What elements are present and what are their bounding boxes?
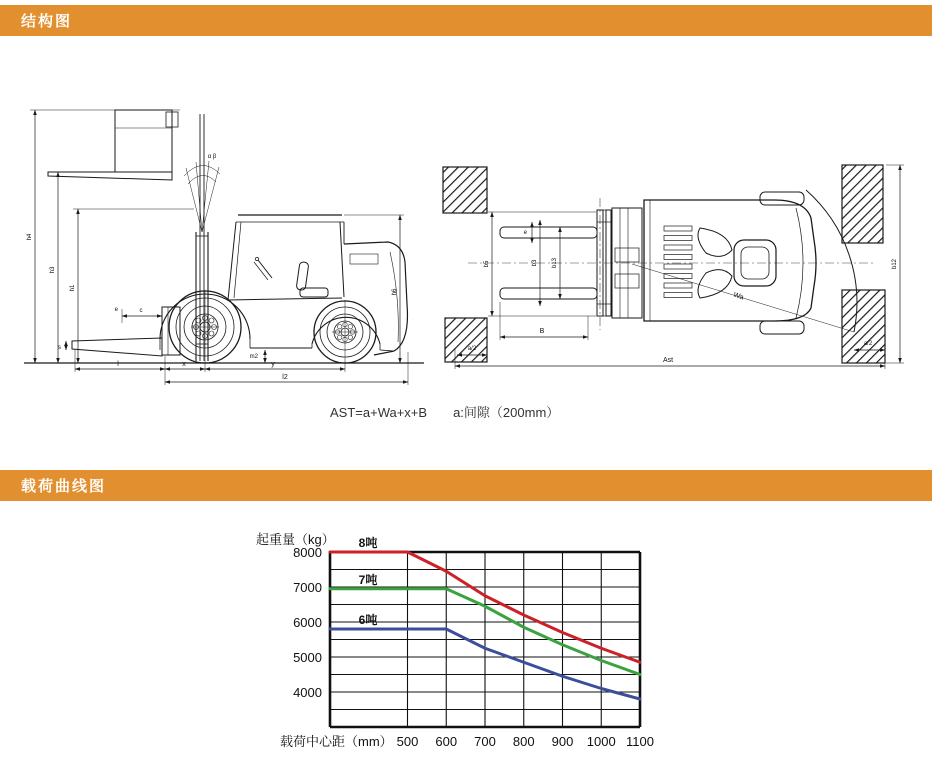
dim-label-ast: Ast (662, 357, 674, 364)
grille-slats (664, 226, 692, 298)
dim-label-b3: b3 (532, 259, 538, 267)
section-title-structure: 结构图 (21, 13, 73, 30)
y-tick-label: 8000 (293, 545, 322, 560)
dim-label-h1: h1 (70, 284, 76, 292)
pallet-dimension (886, 165, 904, 363)
dim-label-l: l (117, 361, 119, 368)
series-label-1: 7吨 (358, 572, 378, 587)
dim-label-b12: b12 (892, 258, 898, 270)
x-tick-label: 1100 (626, 734, 654, 749)
aisle-dimensions (455, 302, 885, 369)
rear-wheel-bottom (760, 321, 804, 334)
x-tick-label: 500 (396, 734, 419, 749)
dim-label-a2-right: a/2 (863, 341, 873, 347)
dim-label-h3: h3 (50, 266, 56, 274)
section-header-structure (0, 5, 932, 36)
section-title-load-curve: 载荷曲线图 (21, 478, 107, 495)
x-tick-label: 800 (512, 734, 535, 749)
series-label-0: 8吨 (358, 536, 378, 550)
forklift-top-view-drawing (428, 58, 928, 378)
x-tick-label: 600 (435, 734, 458, 749)
cab (228, 215, 344, 300)
y-tick-label: 4000 (293, 685, 322, 700)
load-capacity-chart (250, 530, 680, 758)
dim-label-s: s (58, 345, 61, 351)
dim-label-a2-left: a/2 (467, 346, 477, 352)
y-axis-title: 起重量（kg） (256, 532, 335, 547)
raised-fork-carriage (48, 110, 178, 180)
tilt-angle-fan (184, 154, 220, 232)
dim-label-tilt: α β (207, 154, 217, 160)
x-tick-label: 1000 (586, 734, 616, 749)
dim-label-e: e (114, 307, 118, 313)
dim-label-c: c (139, 308, 143, 314)
dim-label-y: y (271, 361, 275, 368)
aisle-formula (330, 402, 559, 421)
forklift-side-view-drawing (10, 92, 430, 404)
dim-label-x: x (182, 361, 186, 368)
y-tick-label: 5000 (293, 650, 322, 665)
rear-wheel-top (760, 192, 804, 205)
y-tick-label: 6000 (293, 615, 322, 630)
formula-expression: AST=a+Wa+x+B (330, 405, 428, 420)
x-axis-title: 载荷中心距（mm） (280, 734, 393, 749)
dim-label-m2: m2 (249, 354, 258, 360)
dim-label-B: B (539, 328, 545, 335)
formula-note: a:间隙（200mm） (453, 405, 560, 420)
dim-label-e-top: e (523, 230, 527, 236)
lowered-fork-carriage (72, 307, 180, 356)
dim-label-b13: b13 (552, 257, 558, 269)
body-counterweight (160, 222, 407, 355)
dim-label-b5: b5 (484, 260, 490, 268)
y-tick-label: 7000 (293, 580, 322, 595)
dim-label-h4: h4 (27, 233, 33, 241)
dim-label-h6: h6 (392, 288, 398, 296)
x-tick-label: 900 (551, 734, 574, 749)
section-header-load-curve (0, 470, 932, 501)
mast (196, 114, 208, 361)
dim-label-wa: Wa (732, 291, 745, 302)
series-label-2: 6吨 (358, 613, 378, 627)
dim-label-l2: l2 (282, 374, 288, 381)
width-dimensions (484, 212, 596, 316)
x-tick-label: 700 (474, 734, 496, 749)
